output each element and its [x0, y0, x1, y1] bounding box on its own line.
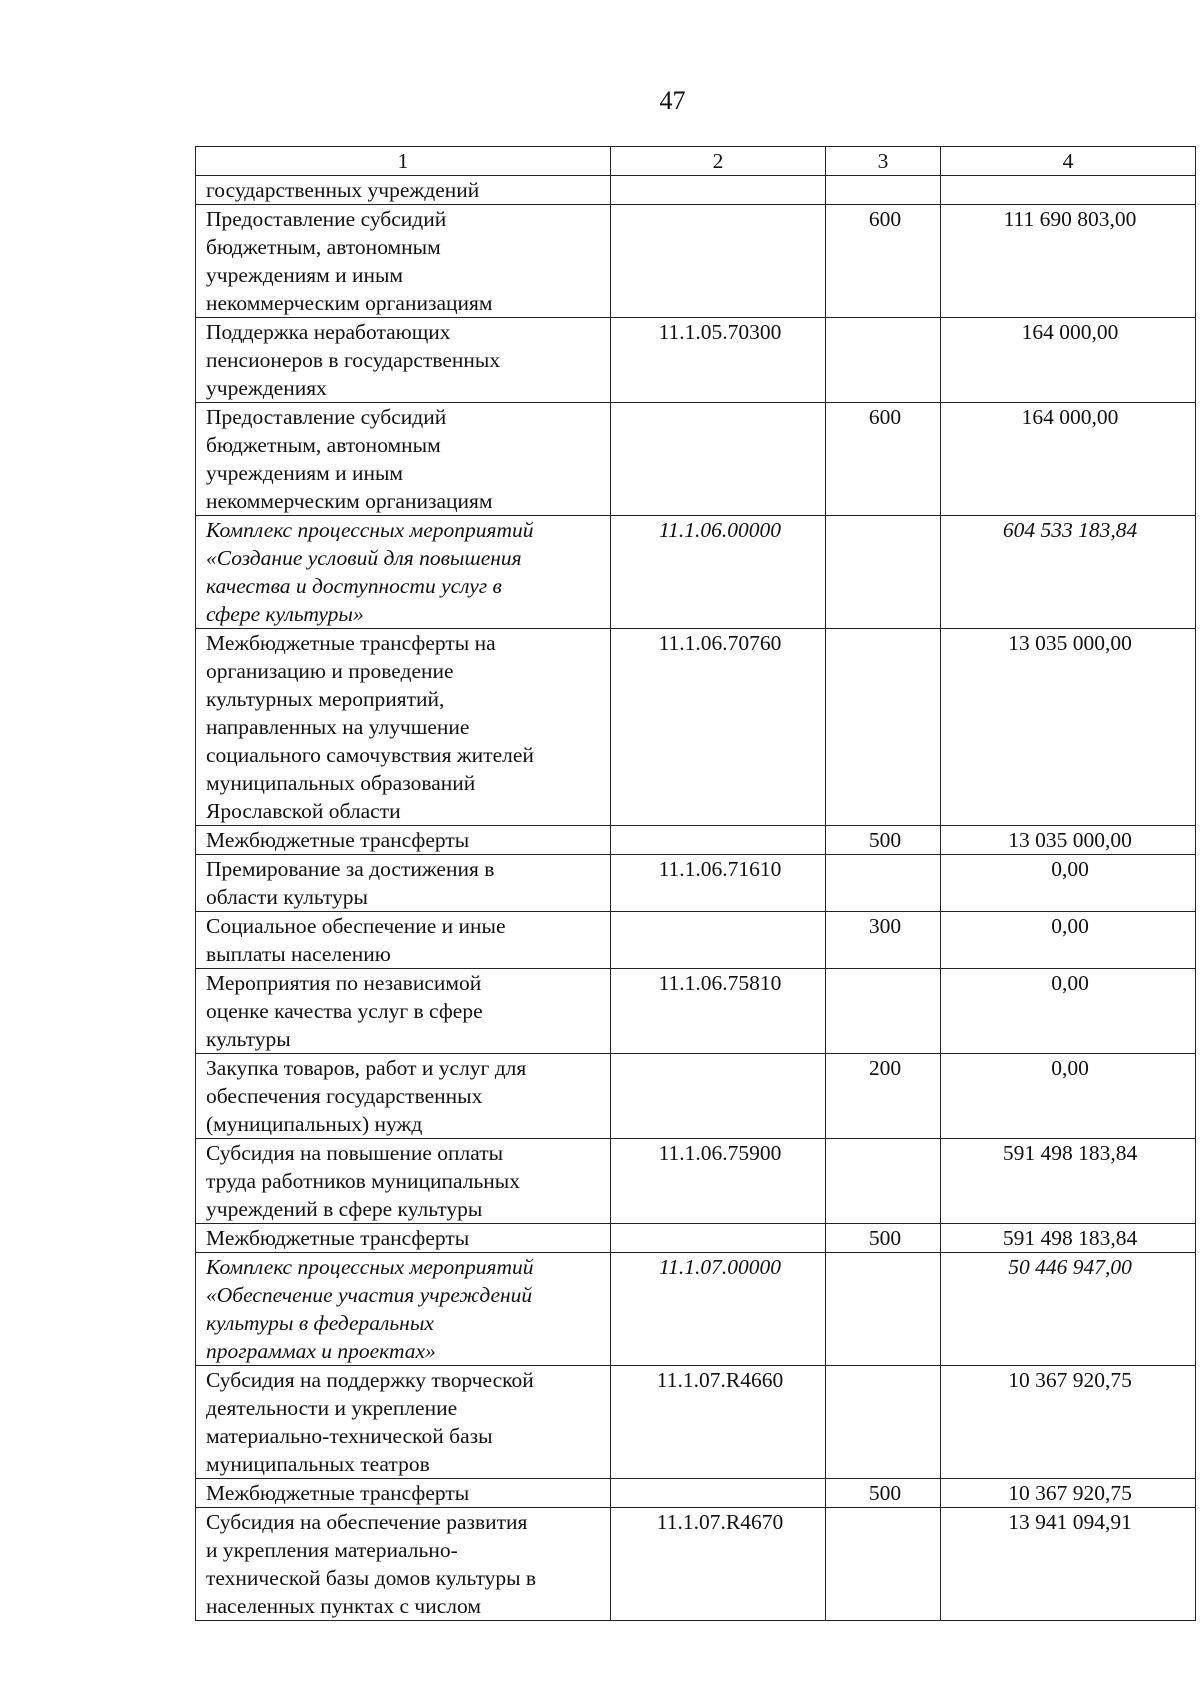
row-amount-cell: 164 000,00 — [941, 403, 1196, 516]
table-body — [196, 176, 1196, 1621]
row-amount-cell: 111 690 803,00 — [941, 205, 1196, 318]
row-name-cell: Субсидия на обеспечение развития и укрепления материально- технической базы домов культуры в населенных пунктах с числом — [196, 1508, 611, 1621]
row-name-cell: Мероприятия по независимой оценке качества услуг в сфере культуры — [196, 969, 611, 1054]
row-name-cell: Комплекс процессных мероприятий «Обеспечение участия учреждений культуры в федеральных программах и проектах» — [196, 1253, 611, 1366]
table-row — [196, 1366, 1196, 1479]
row-name-cell: Межбюджетные трансферты — [196, 1479, 611, 1508]
table-row — [196, 176, 1196, 205]
row-code-cell — [611, 1224, 826, 1253]
row-name-cell: Межбюджетные трансферты — [196, 826, 611, 855]
row-amount-cell: 0,00 — [941, 912, 1196, 969]
row-code-cell: 11.1.05.70300 — [611, 318, 826, 403]
row-amount-cell: 164 000,00 — [941, 318, 1196, 403]
row-code-cell — [611, 826, 826, 855]
row-type-cell — [826, 318, 941, 403]
row-code-cell: 11.1.06.70760 — [611, 629, 826, 826]
row-type-cell — [826, 1139, 941, 1224]
row-code-cell — [611, 205, 826, 318]
row-name-cell: государственных учреждений — [196, 176, 611, 205]
row-code-cell — [611, 176, 826, 205]
row-code-cell: 11.1.07.00000 — [611, 1253, 826, 1366]
row-name-cell: Премирование за достижения в области культуры — [196, 855, 611, 912]
row-amount-cell: 0,00 — [941, 855, 1196, 912]
row-type-cell — [826, 969, 941, 1054]
table-row — [196, 855, 1196, 912]
row-name-cell: Поддержка неработающих пенсионеров в государственных учреждениях — [196, 318, 611, 403]
row-type-cell: 200 — [826, 1054, 941, 1139]
row-amount-cell: 13 035 000,00 — [941, 629, 1196, 826]
row-name-cell: Закупка товаров, работ и услуг для обеспечения государственных (муниципальных) нужд — [196, 1054, 611, 1139]
row-type-cell — [826, 855, 941, 912]
row-name-cell: Предоставление субсидий бюджетным, автономным учреждениям и иным некоммерческим организациям — [196, 205, 611, 318]
table-row — [196, 403, 1196, 516]
table-header-row — [196, 147, 1196, 176]
row-name-cell: Субсидия на поддержку творческой деятельности и укрепление материально-технической базы муниципальных театров — [196, 1366, 611, 1479]
row-code-cell: 11.1.06.75810 — [611, 969, 826, 1054]
row-amount-cell: 0,00 — [941, 1054, 1196, 1139]
row-type-cell: 300 — [826, 912, 941, 969]
row-amount-cell — [941, 176, 1196, 205]
row-type-cell: 500 — [826, 826, 941, 855]
table-row — [196, 1479, 1196, 1508]
table-row — [196, 1253, 1196, 1366]
budget-table — [195, 146, 1196, 1621]
row-amount-cell: 591 498 183,84 — [941, 1139, 1196, 1224]
table-row — [196, 516, 1196, 629]
table-row — [196, 1224, 1196, 1253]
column-header-1: 1 — [196, 147, 611, 176]
row-code-cell: 11.1.07.R4670 — [611, 1508, 826, 1621]
column-header-2: 2 — [611, 147, 826, 176]
row-code-cell: 11.1.07.R4660 — [611, 1366, 826, 1479]
table-row — [196, 912, 1196, 969]
row-type-cell — [826, 1253, 941, 1366]
table-row — [196, 629, 1196, 826]
row-name-cell: Социальное обеспечение и иные выплаты населению — [196, 912, 611, 969]
table-row — [196, 205, 1196, 318]
column-header-4: 4 — [941, 147, 1196, 176]
row-amount-cell: 13 035 000,00 — [941, 826, 1196, 855]
row-code-cell: 11.1.06.75900 — [611, 1139, 826, 1224]
table-row — [196, 318, 1196, 403]
row-code-cell: 11.1.06.71610 — [611, 855, 826, 912]
table-row — [196, 1508, 1196, 1621]
row-type-cell: 500 — [826, 1479, 941, 1508]
row-type-cell — [826, 1366, 941, 1479]
row-type-cell: 600 — [826, 403, 941, 516]
row-type-cell — [826, 176, 941, 205]
row-amount-cell: 10 367 920,75 — [941, 1479, 1196, 1508]
row-type-cell — [826, 516, 941, 629]
row-type-cell — [826, 1508, 941, 1621]
row-amount-cell: 10 367 920,75 — [941, 1366, 1196, 1479]
row-type-cell: 500 — [826, 1224, 941, 1253]
row-amount-cell: 0,00 — [941, 969, 1196, 1054]
row-amount-cell: 50 446 947,00 — [941, 1253, 1196, 1366]
row-type-cell — [826, 629, 941, 826]
row-code-cell — [611, 1479, 826, 1508]
row-name-cell: Комплекс процессных мероприятий «Создание условий для повышения качества и доступности услуг в сфере культуры» — [196, 516, 611, 629]
row-code-cell — [611, 403, 826, 516]
row-type-cell: 600 — [826, 205, 941, 318]
table-row — [196, 826, 1196, 855]
row-code-cell: 11.1.06.00000 — [611, 516, 826, 629]
row-amount-cell: 591 498 183,84 — [941, 1224, 1196, 1253]
row-name-cell: Предоставление субсидий бюджетным, автономным учреждениям и иным некоммерческим организациям — [196, 403, 611, 516]
row-name-cell: Межбюджетные трансферты — [196, 1224, 611, 1253]
row-code-cell — [611, 912, 826, 969]
column-header-3: 3 — [826, 147, 941, 176]
row-name-cell: Субсидия на повышение оплаты труда работников муниципальных учреждений в сфере культуры — [196, 1139, 611, 1224]
table-row — [196, 1054, 1196, 1139]
row-code-cell — [611, 1054, 826, 1139]
page-number: 47 — [659, 86, 686, 115]
table-row — [196, 1139, 1196, 1224]
row-amount-cell: 604 533 183,84 — [941, 516, 1196, 629]
row-amount-cell: 13 941 094,91 — [941, 1508, 1196, 1621]
table-row — [196, 969, 1196, 1054]
row-name-cell: Межбюджетные трансферты на организацию и проведение культурных мероприятий, направленных на улучшение социального самочувствия жителей муниципальных образований Ярославской области — [196, 629, 611, 826]
